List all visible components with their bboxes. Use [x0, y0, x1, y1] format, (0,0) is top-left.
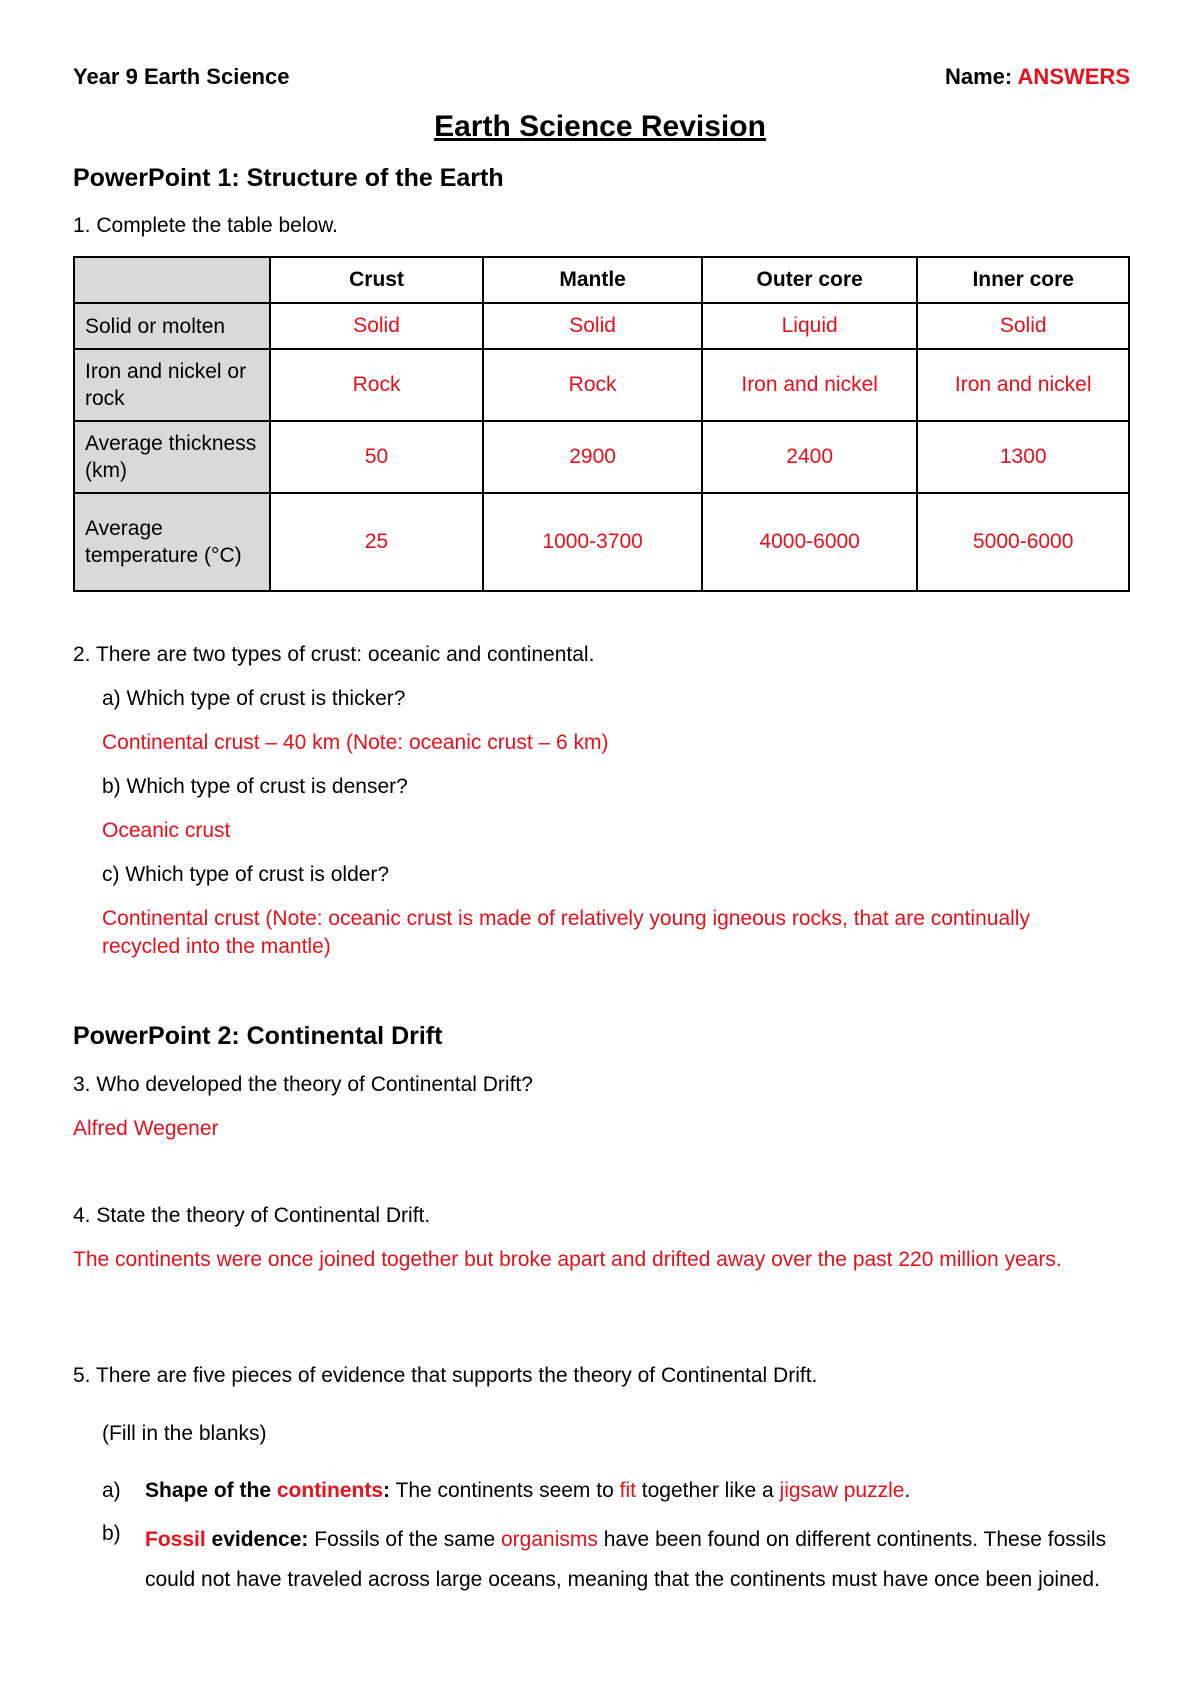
table-cell: 1000-3700	[483, 493, 702, 591]
earth-structure-table	[73, 256, 1130, 592]
course-label: Year 9 Earth Science	[73, 64, 290, 89]
blank-answer: jigsaw puzzle	[779, 1479, 905, 1502]
evidence-b-text: have been found on different continents. These fossils could not have traveled across large oceans, meaning that the continents must have once been joined.	[145, 1528, 1107, 1591]
evidence-marker-a: a)	[102, 1479, 121, 1502]
question-5: 5. There are five pieces of evidence that supports the theory of Continental Drift.	[73, 1364, 818, 1387]
evidence-a-text: The continents seem to	[390, 1479, 620, 1502]
evidence-b-text: Fossils of the same	[308, 1528, 501, 1551]
evidence-a-title: Shape of the	[145, 1479, 277, 1502]
question-5-note: (Fill in the blanks)	[102, 1422, 267, 1445]
name-label: Name:	[945, 64, 1013, 89]
blank-answer: organisms	[500, 1528, 598, 1551]
table-row	[74, 349, 1129, 421]
evidence-item-a	[145, 1477, 910, 1505]
table-corner-cell	[74, 257, 270, 303]
table-cell: 4000-6000	[702, 493, 918, 591]
evidence-a-colon: :	[383, 1479, 391, 1502]
table-row	[74, 303, 1129, 349]
evidence-a-text: together like a	[635, 1479, 780, 1502]
question-2a: a) Which type of crust is thicker?	[102, 687, 406, 710]
table-cell: 25	[270, 493, 484, 591]
table-cell: Rock	[270, 349, 484, 421]
column-header: Inner core	[917, 257, 1129, 303]
table-cell: Rock	[483, 349, 702, 421]
column-header: Crust	[270, 257, 484, 303]
answer-2c: Continental crust (Note: oceanic crust is made of relatively young igneous rocks, that are continually recycled into the mantle)	[102, 907, 1030, 958]
blank-answer: Fossil	[145, 1528, 206, 1551]
evidence-b-title: evidence:	[205, 1528, 309, 1551]
row-header: Average temperature (°C)	[74, 493, 270, 591]
question-2: 2. There are two types of crust: oceanic and continental.	[73, 643, 595, 666]
student-name	[945, 64, 1130, 90]
evidence-a-text: .	[904, 1479, 911, 1502]
blank-answer: fit	[619, 1479, 636, 1502]
question-3: 3. Who developed the theory of Continental Drift?	[73, 1073, 533, 1096]
table-cell: Solid	[270, 303, 484, 349]
table-cell: Solid	[483, 303, 702, 349]
column-header: Mantle	[483, 257, 702, 303]
evidence-marker-b: b)	[102, 1522, 121, 1545]
question-4: 4. State the theory of Continental Drift.	[73, 1204, 431, 1227]
section2-heading: PowerPoint 2: Continental Drift	[73, 1022, 443, 1050]
table-cell: Iron and nickel	[702, 349, 918, 421]
row-header: Average thickness (km)	[74, 421, 270, 493]
row-header: Solid or molten	[74, 303, 270, 349]
table-header-row	[74, 257, 1129, 303]
table-cell: Liquid	[702, 303, 918, 349]
name-value: ANSWERS	[1017, 64, 1130, 89]
answer-3: Alfred Wegener	[73, 1117, 219, 1140]
table-cell: Iron and nickel	[917, 349, 1129, 421]
answer-4: The continents were once joined together but broke apart and drifted away over the past 220 million years.	[73, 1248, 1062, 1271]
table-cell: Solid	[917, 303, 1129, 349]
table-cell: 2900	[483, 421, 702, 493]
table-row	[74, 421, 1129, 493]
table-cell: 50	[270, 421, 484, 493]
question-2c: c) Which type of crust is older?	[102, 863, 390, 886]
section1-heading: PowerPoint 1: Structure of the Earth	[73, 164, 504, 192]
page-title: Earth Science Revision	[434, 110, 766, 143]
table-cell: 1300	[917, 421, 1129, 493]
evidence-item-b	[145, 1520, 1125, 1600]
column-header: Outer core	[702, 257, 918, 303]
table-row	[74, 493, 1129, 591]
row-header: Iron and nickel or rock	[74, 349, 270, 421]
table-cell: 5000-6000	[917, 493, 1129, 591]
question-2b: b) Which type of crust is denser?	[102, 775, 408, 798]
question-1: 1. Complete the table below.	[73, 214, 339, 237]
answer-2a: Continental crust – 40 km (Note: oceanic crust – 6 km)	[102, 731, 609, 754]
table-cell: 2400	[702, 421, 918, 493]
blank-answer: continents	[276, 1479, 384, 1502]
answer-2b: Oceanic crust	[102, 819, 231, 842]
